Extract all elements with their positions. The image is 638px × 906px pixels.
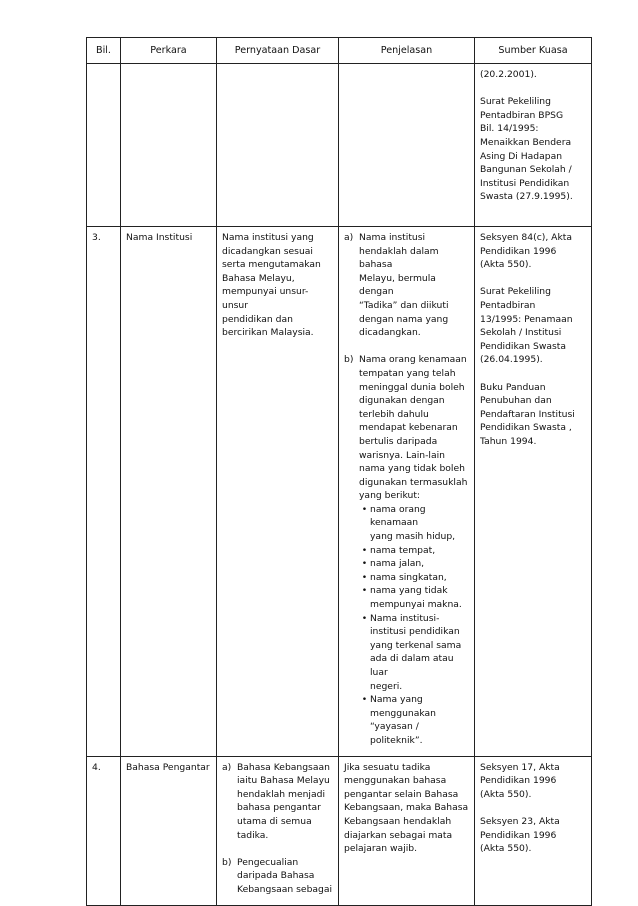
text-line: terlebih dahulu [359,408,429,420]
list-item [222,761,334,843]
bullet-icon: • [361,571,368,583]
text-line: mempunyai makna. [370,599,462,611]
cell-bil: 3. [87,227,121,757]
header-row [87,38,592,64]
cell-perkara: Nama Institusi [121,227,217,757]
text-line: Melayu, bermula dengan [359,272,436,298]
text-line: nama yang tidak [370,585,448,597]
list-item [344,353,470,747]
table-row [87,64,592,227]
text-line: Seksyen 84(c), Akta [480,232,573,243]
bullet-item [359,544,470,558]
cell-sumber [475,227,592,757]
text-line: Pendidikan 1996 [480,829,557,841]
text-line: “Tadika” dan diikuti [359,299,449,311]
text-line: mendapat kebenaran [359,422,458,434]
table-row [87,227,592,757]
text-line: iaitu Bahasa Melayu [237,775,330,787]
text-line: nama jalan, [370,558,425,570]
text-line: Kebangsaan, maka Bahasa [344,802,469,814]
text-line: (Akta 550). [480,788,532,800]
list-label: a) [344,232,354,243]
text-line: Nama institusi [359,232,426,243]
cell-penjelasan [339,64,475,227]
text-line [480,82,587,96]
text-line: pengantar selain Bahasa [344,788,459,800]
cell-dasar [217,756,339,905]
bullet-item [359,612,470,694]
bullet-icon: • [361,503,368,515]
bullet-item [359,503,470,544]
bullet-icon: • [361,694,368,706]
text-line: meninggal dunia boleh [359,381,465,393]
text-line: Asing Di Hadapan [480,150,563,162]
cell-perkara: Bahasa Pengantar [121,756,217,905]
text-line: bercirikan Malaysia. [222,327,314,339]
text-line: dengan nama yang [359,313,449,325]
cell-sumber [475,64,592,227]
text-line: hendaklah menjadi [237,788,325,800]
text-line: Institusi Pendidikan [480,177,570,189]
text-line: Jika sesuatu tadika [344,761,431,773]
text-line: 13/1995: Penamaan [480,313,573,325]
text-line: daripada Bahasa [237,870,315,882]
cell-sumber [475,756,592,905]
text-line: pelajaran wajib. [344,843,418,855]
text-line: (Akta 550). [480,259,532,271]
text-line: Bil. 14/1995: [480,123,539,135]
text-line: Bahasa Melayu, [222,272,295,284]
text-line: Pendidikan Swasta , [480,422,572,434]
cell-bil [87,64,121,227]
text-line: bertulis daripada [359,435,438,447]
bullet-item [359,693,470,747]
text-line: nama orang kenamaan [370,503,426,529]
text-line: Pentadbiran [480,299,536,311]
text-line: Kebangsaan hendaklah [344,815,452,827]
text-line: mempunyai unsur-unsur [222,286,309,311]
text-line: warisnya. Lain-lain [359,449,445,461]
text-line: Pendidikan 1996 [480,245,557,257]
text-line: Nama orang kenamaan [359,354,467,366]
text-line: Seksyen 23, Akta [480,815,560,827]
bullet-icon: • [361,585,368,597]
text-line: Kebangsaan sebagai [237,883,333,895]
text-line: Buku Panduan [480,381,546,393]
text-line: digunakan dengan [359,395,445,407]
text-line: serta mengutamakan [222,259,321,271]
text-line: Menaikkan Bendera [480,136,572,148]
text-line: Seksyen 17, Akta [480,761,560,773]
bullet-icon: • [361,612,368,624]
text-line: nama singkatan, [370,571,447,583]
text-line: (20.2.2001). [480,69,537,80]
text-line: tempatan yang telah [359,367,456,379]
bullet-icon: • [361,544,368,556]
text-line: Surat Pekeliling [480,96,551,108]
text-line: Pendidikan Swasta [480,340,566,352]
text-line: dicadangkan sesuai [222,245,313,257]
text-line: Nama yang [370,694,423,706]
text-line: Bangunan Sekolah / [480,164,572,176]
cell-perkara [121,64,217,227]
cell-bil: 4. [87,756,121,905]
list-item [222,856,334,897]
policy-table [86,37,592,906]
cell-penjelasan [339,227,475,757]
text-line: utama di semua [237,815,312,827]
text-line: dicadangkan. [359,327,421,339]
text-line: nama tempat, [370,544,436,556]
text-line: politeknik”. [370,734,423,746]
text-line: Surat Pekeliling [480,286,551,298]
list-label: b) [344,354,354,366]
text-line: Sekolah / Institusi [480,327,562,339]
table-row [87,756,592,905]
header-bil: Bil. [87,38,121,64]
text-line: Penubuhan dan [480,395,552,407]
text-line: Pendidikan 1996 [480,775,557,787]
text-line: Pentadbiran BPSG [480,109,564,121]
header-pernyataan-dasar: Pernyataan Dasar [217,38,339,64]
text-line: Tahun 1994. [480,435,537,447]
text-line: menggunakan bahasa [344,775,447,787]
text-line: Swasta (27.9.1995). [480,191,573,203]
text-line: institusi pendidikan [370,626,460,638]
list-label: a) [222,761,232,773]
cell-dasar [217,64,339,227]
text-line: Bahasa Kebangsaan [237,761,330,773]
text-line: digunakan termasuklah [359,476,468,488]
text-line: negeri. [370,680,403,692]
header-perkara: Perkara [121,38,217,64]
bullet-list [359,503,470,748]
text-line: pendidikan dan [222,313,293,325]
header-sumber-kuasa: Sumber Kuasa [475,38,592,64]
text-line: (26.04.1995). [480,354,543,366]
text-line: (Akta 550). [480,843,532,855]
text-line: Pengecualian [237,856,299,868]
text-line: “yayasan / [370,721,419,733]
cell-dasar [217,227,339,757]
text-line: tadika. [237,829,269,841]
text-line: hendaklah dalam bahasa [359,245,439,271]
list-label: b) [222,856,232,868]
text-line: diajarkan sebagai mata [344,829,453,841]
text-line: Pendaftaran Institusi [480,408,575,420]
bullet-item [359,584,470,611]
bullet-item [359,571,470,585]
cell-penjelasan [339,756,475,905]
text-line: Nama institusi- [370,612,440,624]
text-line: bahasa pengantar [237,802,321,814]
text-line: yang terkenal sama [370,639,462,651]
text-line: yang berikut: [359,490,421,502]
bullet-icon: • [361,558,368,570]
text-line: Nama institusi yang [222,232,314,243]
header-penjelasan: Penjelasan [339,38,475,64]
text-line: ada di dalam atau luar [370,653,454,678]
bullet-item [359,557,470,571]
text-line: nama yang tidak boleh [359,463,465,475]
list-item [344,231,470,340]
text-line: yang masih hidup, [370,531,456,543]
text-line: menggunakan [370,707,436,719]
